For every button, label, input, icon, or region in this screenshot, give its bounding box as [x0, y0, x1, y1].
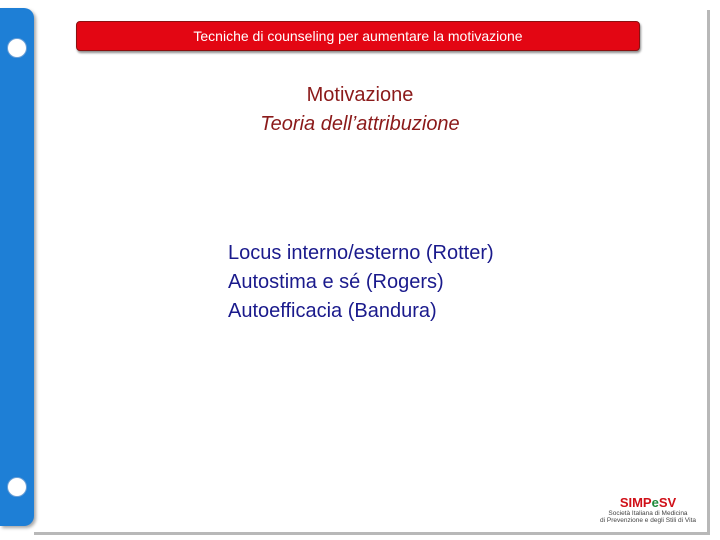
list-item: Locus interno/esterno (Rotter)	[228, 242, 494, 264]
list-item: Autoefficacia (Bandura)	[228, 300, 437, 322]
logo-name: SIMPeSV	[619, 495, 677, 510]
topic-list	[228, 239, 494, 326]
logo-caption-line-2: di Prevenzione e degli Stili di Vita	[600, 517, 696, 524]
logo-caption-line-1: Società Italiana di Medicina	[608, 510, 688, 517]
slide-bottom-border	[34, 532, 710, 535]
bottom-dot	[7, 477, 27, 497]
list-item: Autostima e sé (Rogers)	[228, 271, 444, 293]
slide-heading: Motivazione	[306, 84, 414, 106]
title-banner	[76, 21, 640, 51]
slide-title: Tecniche di counseling per aumentare la motivazione	[193, 28, 523, 44]
top-dot	[7, 38, 27, 58]
slide-subheading: Teoria dell’attribuzione	[260, 113, 460, 135]
simpesv-logo	[592, 496, 704, 528]
